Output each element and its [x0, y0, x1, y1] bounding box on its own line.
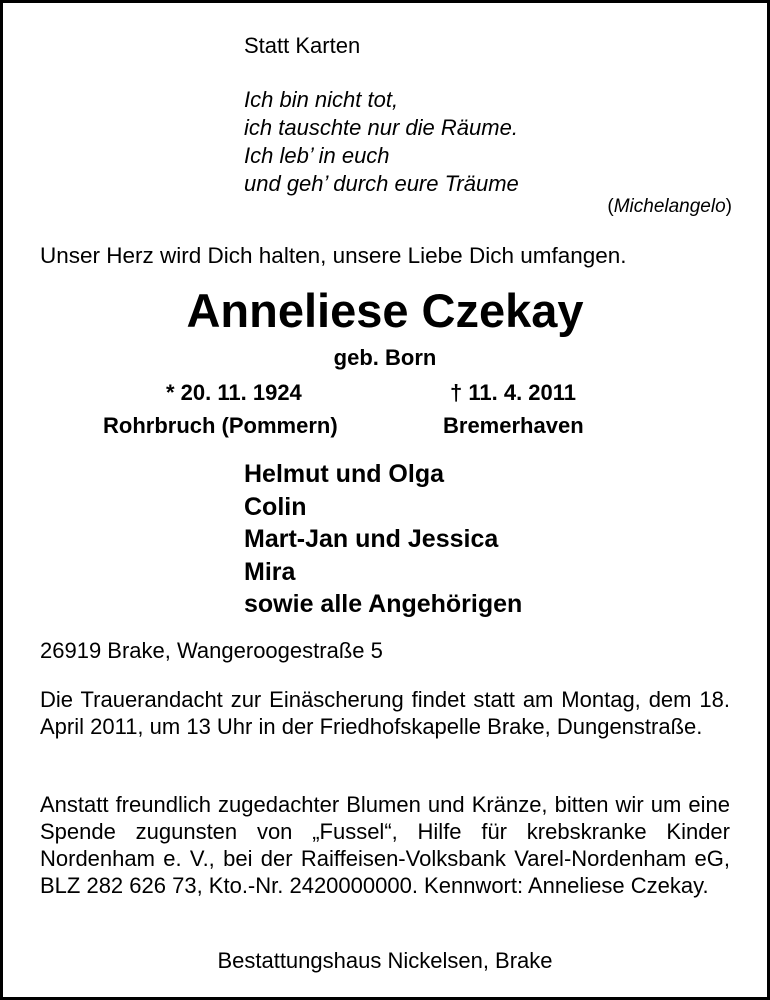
mourner: Colin: [244, 492, 307, 521]
poem-line: Ich bin nicht tot,: [244, 87, 399, 112]
maiden-name: geb. Born: [333, 345, 437, 370]
poem-author-name: Michelangelo: [613, 196, 726, 217]
funeral-home: Bestattungshaus Nickelsen, Brake: [217, 948, 553, 973]
mourner: Mart-Jan und Jessica: [244, 525, 499, 553]
poem-author: (Michelangelo): [607, 196, 732, 217]
death-date: † 11. 4. 2011: [450, 380, 577, 405]
mourner: Helmut und Olga: [244, 460, 444, 488]
birth-place: Rohrbruch (Pommern): [103, 413, 338, 438]
poem-line: Ich leb’ in euch: [244, 143, 390, 168]
statt-karten-label: Statt Karten: [244, 33, 361, 58]
poem-line: und geh’ durch eure Träume: [244, 171, 519, 196]
heart-line: Unser Herz wird Dich halten, unsere Liebe Dich umfangen.: [40, 243, 627, 268]
mourner: Mira: [244, 557, 296, 586]
mourner: sowie alle Angehörigen: [244, 590, 523, 618]
poem-line: ich tauschte nur die Räume.: [244, 115, 518, 140]
deceased-name: Anneliese Czekay: [186, 284, 584, 337]
family-address: 26919 Brake, Wangeroogestraße 5: [40, 638, 383, 663]
service-paragraph: Die Trauerandacht zur Einäscherung findet statt am Montag, dem 18. April 2011, um 13 Uhr in der Friedhofskapelle Brake, Dungenstraße.: [40, 687, 730, 739]
mourners-list: [244, 458, 522, 621]
donation-paragraph: Anstatt freundlich zugedachter Blumen und Kränze, bitten wir um eine Spende zugunsten von „Fussel“, Hilfe für krebskranke Kinder Nordenham e. V., bei der Raiffeisen-Volksbank Varel-Nordenham eG, BLZ 282 626 73, Kto.-Nr. 2420000000. Kennwort: Anneliese Czekay.: [40, 792, 730, 898]
death-place: Bremerhaven: [443, 413, 584, 438]
poem: [244, 86, 519, 198]
birth-date: * 20. 11. 1924: [166, 380, 302, 405]
